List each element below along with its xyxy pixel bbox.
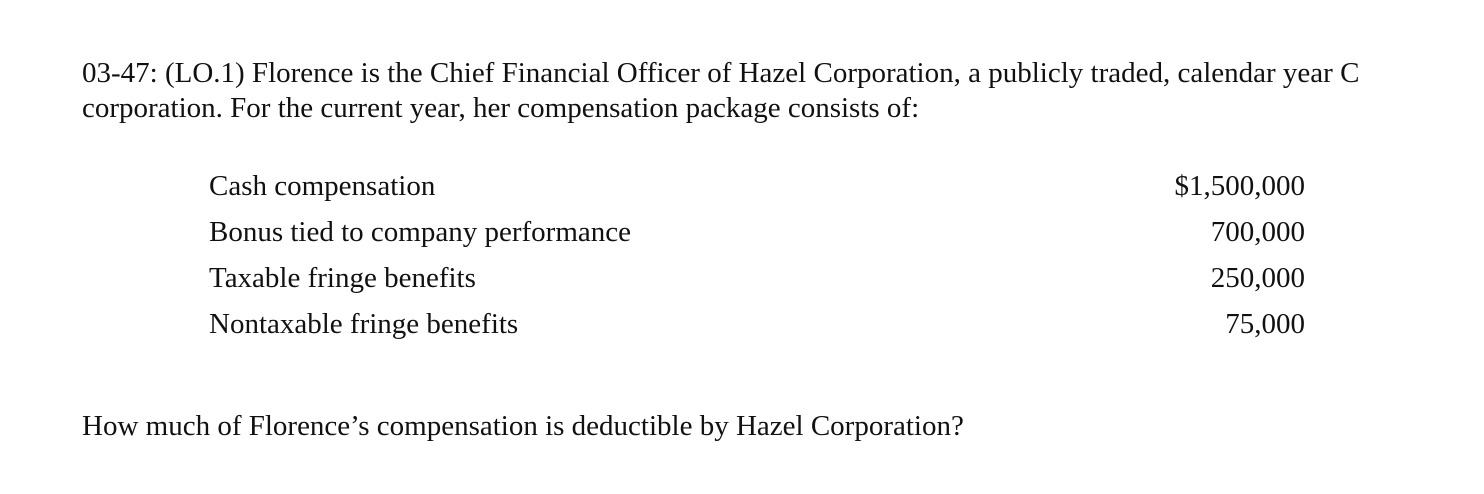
table-row [209, 163, 1305, 209]
compensation-item-amount: 75,000 [1225, 307, 1305, 340]
compensation-item-label: Cash compensation [209, 169, 436, 202]
compensation-item-label: Bonus tied to company performance [209, 215, 631, 248]
compensation-item-amount: $1,500,000 [1174, 169, 1305, 202]
problem-statement: 03-47: (LO.1) Florence is the Chief Financial Officer of Hazel Corporation, a publicly traded, calendar year C corporation. For the current year, her compensation package consists of: [82, 57, 1360, 124]
compensation-item-label: Nontaxable fringe benefits [209, 307, 519, 340]
table-row [209, 209, 1305, 255]
compensation-item-label: Taxable fringe benefits [209, 261, 476, 294]
compensation-item-amount: 250,000 [1210, 261, 1305, 294]
compensation-table [209, 163, 1305, 347]
question-text: How much of Florence’s compensation is deductible by Hazel Corporation? [82, 410, 964, 442]
table-row [209, 301, 1305, 347]
table-row [209, 255, 1305, 301]
compensation-item-amount: 700,000 [1210, 215, 1305, 248]
